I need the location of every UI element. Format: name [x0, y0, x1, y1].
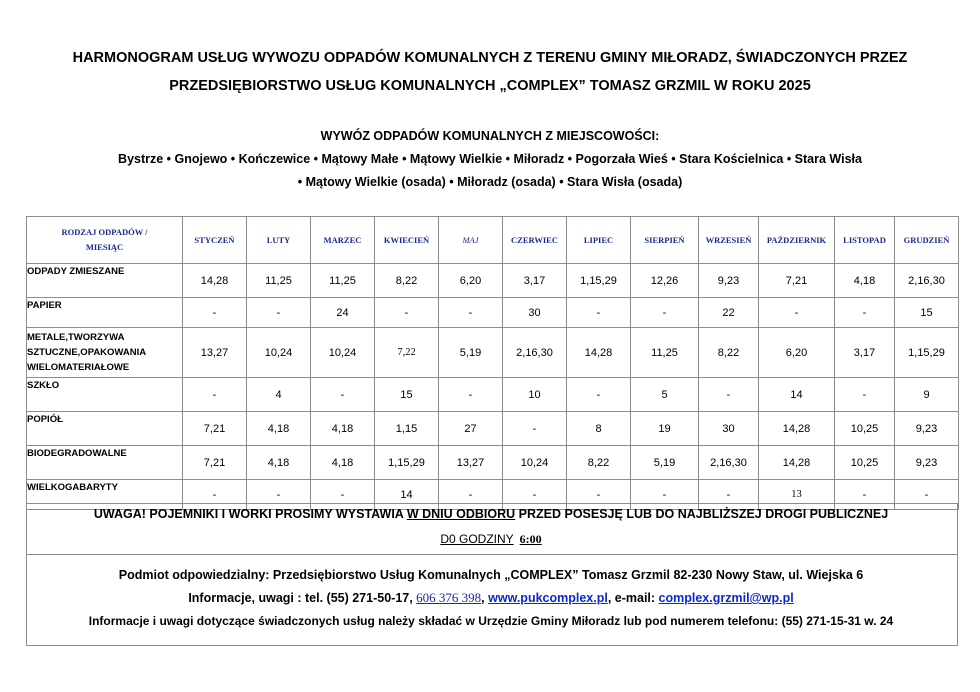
- schedule-cell: 11,25: [247, 264, 311, 298]
- hours-time: 6:00: [519, 532, 542, 546]
- month-header: CZERWIEC: [503, 217, 567, 264]
- corner-header-line-1: RODZAJ ODPADÓW /: [61, 227, 148, 237]
- schedule-cell: 7,21: [183, 446, 247, 480]
- month-header: MARZEC: [311, 217, 375, 264]
- hours-label: D0 GODZINY: [440, 532, 514, 546]
- schedule-cell: -: [567, 480, 631, 510]
- schedule-cell: 13,27: [439, 446, 503, 480]
- schedule-cell: 12,26: [631, 264, 699, 298]
- schedule-cell: 4,18: [247, 446, 311, 480]
- schedule-cell: 9,23: [895, 412, 959, 446]
- schedule-cell: 5,19: [631, 446, 699, 480]
- schedule-cell: 14: [375, 480, 439, 510]
- website-link[interactable]: www.pukcomplex.pl: [488, 591, 608, 605]
- schedule-cell: 4,18: [311, 446, 375, 480]
- schedule-cell: -: [567, 298, 631, 328]
- schedule-cell: -: [247, 298, 311, 328]
- waste-category: BIODEGRADOWALNE: [27, 446, 183, 480]
- schedule-cell: 5: [631, 378, 699, 412]
- schedule-cell: 4,18: [835, 264, 895, 298]
- schedule-cell: 6,20: [759, 328, 835, 378]
- corner-header-line-2: MIESIĄC: [85, 242, 124, 252]
- schedule-cell: 6,20: [439, 264, 503, 298]
- month-header: LISTOPAD: [835, 217, 895, 264]
- month-header: MAJ: [439, 217, 503, 264]
- waste-category-line: WIELOMATERIAŁOWE: [27, 362, 130, 373]
- schedule-cell: 13,27: [183, 328, 247, 378]
- document-title-line-2: PRZEDSIĘBIORSTWO USŁUG KOMUNALNYCH „COMPLEX” TOMASZ GRZMIL W ROKU 2025: [169, 78, 811, 94]
- schedule-cell: 1,15,29: [567, 264, 631, 298]
- waste-category: WIELKOGABARYTY: [27, 480, 183, 510]
- schedule-cell: -: [247, 480, 311, 510]
- month-header: SIERPIEŃ: [631, 217, 699, 264]
- document-title-line-1: HARMONOGRAM USŁUG WYWOZU ODPADÓW KOMUNALNYCH Z TERENU GMINY MIŁORADZ, ŚWIADCZONYCH PRZEZ: [72, 50, 908, 66]
- schedule-cell: 14,28: [759, 446, 835, 480]
- notice-underlined: W DNIU ODBIORU: [406, 507, 516, 521]
- schedule-cell: 2,16,30: [895, 264, 959, 298]
- schedule-cell: -: [699, 378, 759, 412]
- schedule-cell: -: [699, 480, 759, 510]
- schedule-cell: 14: [759, 378, 835, 412]
- office-info: Informacje i uwagi dotyczące świadczonych usług należy składać w Urzędzie Gminy Miłoradz lub pod numerem telefonu: (55) 271-15-31 w. 24: [88, 614, 894, 628]
- schedule-cell: 1,15: [375, 412, 439, 446]
- notice-part-2: PRZED POSESJĘ LUB DO NAJBLIŻSZEJ DROGI PUBLICZNEJ: [515, 507, 889, 521]
- schedule-cell: 30: [503, 298, 567, 328]
- corner-header: [27, 217, 183, 264]
- schedule-cell: 1,15,29: [375, 446, 439, 480]
- month-header: PAŹDZIERNIK: [759, 217, 835, 264]
- month-header: GRUDZIEŃ: [895, 217, 959, 264]
- table-header-row: [27, 217, 959, 264]
- schedule-cell: 13: [759, 480, 835, 510]
- schedule-cell: 22: [699, 298, 759, 328]
- schedule-cell: 2,16,30: [699, 446, 759, 480]
- schedule-cell: -: [759, 298, 835, 328]
- schedule-cell: -: [439, 378, 503, 412]
- schedule-cell: 10,24: [311, 328, 375, 378]
- waste-category: ODPADY ZMIESZANE: [27, 264, 183, 298]
- table-row: [27, 298, 959, 328]
- schedule-cell: -: [183, 378, 247, 412]
- schedule-cell: 7,21: [759, 264, 835, 298]
- email-link[interactable]: complex.grzmil@wp.pl: [658, 591, 794, 605]
- schedule-cell: 9,23: [699, 264, 759, 298]
- schedule-cell: 8,22: [567, 446, 631, 480]
- localities-line-2: • Mątowy Wielkie (osada) • Miłoradz (osada) • Stara Wisła (osada): [297, 175, 683, 189]
- mobile-phone-link[interactable]: 606 376 398: [416, 590, 482, 605]
- schedule-cell: 9: [895, 378, 959, 412]
- waste-category-line: METALE,TWORZYWA: [27, 332, 125, 343]
- schedule-cell: -: [503, 480, 567, 510]
- month-header: KWIECIEŃ: [375, 217, 439, 264]
- schedule-cell: 8,22: [375, 264, 439, 298]
- schedule-cell: 10,24: [247, 328, 311, 378]
- schedule-cell: -: [631, 480, 699, 510]
- schedule-cell: 11,25: [311, 264, 375, 298]
- schedule-cell: 8: [567, 412, 631, 446]
- waste-category-line: SZTUCZNE,OPAKOWANIA: [27, 347, 147, 358]
- table-row: [27, 446, 959, 480]
- month-header: WRZESIEŃ: [699, 217, 759, 264]
- notice-part-1: UWAGA! POJEMNIKI I WORKI PROSIMY WYSTAWIA: [93, 507, 407, 521]
- schedule-cell: -: [835, 480, 895, 510]
- schedule-cell: -: [835, 298, 895, 328]
- schedule-cell: -: [439, 298, 503, 328]
- schedule-cell: 10: [503, 378, 567, 412]
- schedule-cell: 19: [631, 412, 699, 446]
- waste-category: [27, 328, 183, 378]
- schedule-cell: 14,28: [183, 264, 247, 298]
- schedule-cell: 30: [699, 412, 759, 446]
- schedule-cell: 7,22: [375, 328, 439, 378]
- schedule-cell: 10,25: [835, 446, 895, 480]
- table-row: [27, 378, 959, 412]
- schedule-cell: -: [567, 378, 631, 412]
- schedule-cell: 9,23: [895, 446, 959, 480]
- table-row: [27, 412, 959, 446]
- schedule-cell: 11,25: [631, 328, 699, 378]
- schedule-cell: 10,25: [835, 412, 895, 446]
- schedule-cell: 2,16,30: [503, 328, 567, 378]
- collection-notice: [26, 507, 956, 521]
- schedule-cell: -: [311, 378, 375, 412]
- collection-hours: [26, 532, 956, 547]
- schedule-cell: 4,18: [247, 412, 311, 446]
- schedule-cell: -: [631, 298, 699, 328]
- schedule-cell: 24: [311, 298, 375, 328]
- schedule-cell: -: [311, 480, 375, 510]
- contact-info: [26, 590, 956, 606]
- schedule-cell: 15: [375, 378, 439, 412]
- waste-category: SZKŁO: [27, 378, 183, 412]
- schedule-cell: 3,17: [835, 328, 895, 378]
- email-prefix: , e-mail:: [607, 591, 659, 605]
- month-header: STYCZEŃ: [183, 217, 247, 264]
- schedule-cell: 1,15,29: [895, 328, 959, 378]
- schedule-cell: 14,28: [567, 328, 631, 378]
- schedule-cell: -: [439, 480, 503, 510]
- schedule-cell: -: [375, 298, 439, 328]
- schedule-cell: -: [183, 480, 247, 510]
- schedule-cell: 4,18: [311, 412, 375, 446]
- table-row: [27, 264, 959, 298]
- schedule-cell: -: [183, 298, 247, 328]
- month-header: LUTY: [247, 217, 311, 264]
- schedule-cell: -: [503, 412, 567, 446]
- schedule-cell: 14,28: [759, 412, 835, 446]
- localities-line-1: Bystrze • Gnojewo • Kończewice • Mątowy Małe • Mątowy Wielkie • Miłoradz • Pogorzała Wieś • Stara Kościelnica • Stara Wisła: [118, 152, 862, 166]
- schedule-cell: 10,24: [503, 446, 567, 480]
- schedule-cell: 4: [247, 378, 311, 412]
- subtitle-heading: WYWÓZ ODPADÓW KOMUNALNYCH Z MIEJSCOWOŚCI:: [320, 129, 660, 143]
- contact-prefix: Informacje, uwagi : tel. (55) 271-50-17,: [188, 591, 417, 605]
- schedule-cell: 7,21: [183, 412, 247, 446]
- schedule-table: [26, 216, 959, 510]
- schedule-cell: 8,22: [699, 328, 759, 378]
- table-row: [27, 328, 959, 378]
- responsible-entity: Podmiot odpowiedzialny: Przedsiębiorstwo Usług Komunalnych „COMPLEX” Tomasz Grzmil 82-230 Nowy Staw, ul. Wiejska 6: [118, 568, 864, 582]
- schedule-cell: 5,19: [439, 328, 503, 378]
- contact-separator: ,: [481, 591, 489, 605]
- waste-category: PAPIER: [27, 298, 183, 328]
- schedule-cell: 3,17: [503, 264, 567, 298]
- schedule-cell: 15: [895, 298, 959, 328]
- waste-category: POPIÓŁ: [27, 412, 183, 446]
- schedule-cell: -: [835, 378, 895, 412]
- schedule-cell: -: [895, 480, 959, 510]
- schedule-cell: 27: [439, 412, 503, 446]
- month-header: LIPIEC: [567, 217, 631, 264]
